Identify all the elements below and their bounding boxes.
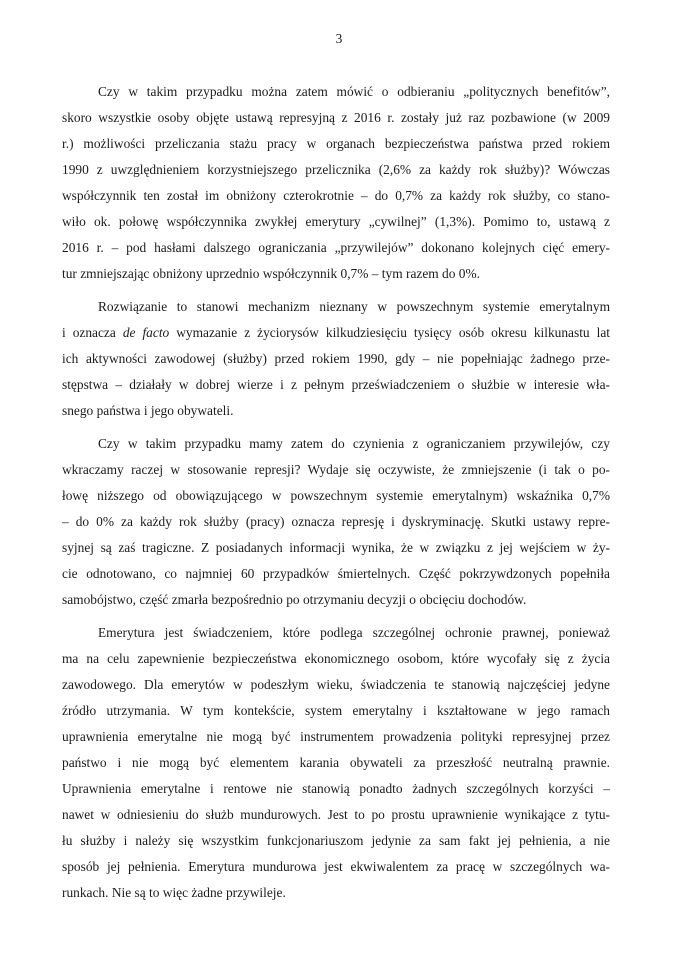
page-number: 3 <box>335 31 343 46</box>
text-line: cie odnotowano, co najmniej 60 przypadków śmiertelnych. Część pokrzywdzonych popełniła <box>62 566 610 581</box>
paragraph-2 <box>62 294 610 424</box>
text-line: r.) możliwości przeliczania stażu pracy w organach bezpieczeństwa państwa przed rokiem <box>62 136 610 151</box>
text-line: wkraczamy raczej w stosowanie represji? Wydaje się oczywiste, że zmniejszenie (i tak o po- <box>62 462 610 477</box>
text-line: łowę niższego od obowiązującego w powszechnym systemie emerytalnym) wskaźnika 0,7% <box>62 488 610 503</box>
text-line: Rozwiązanie to stanowi mechanizm nieznany w powszechnym systemie emerytalnym <box>98 299 610 314</box>
text-line: ich aktywności zawodowej (służby) przed rokiem 1990, gdy – nie popełniając żadnego prze- <box>62 351 610 366</box>
text-line: łu służby i należy się wszystkim funkcjonariuszom jedynie za sam fakt jej pełnienia, a nie <box>62 833 610 848</box>
text-line: tur zmniejszając obniżony uprzednio współczynnik 0,7% – tym razem do 0%. <box>62 266 480 281</box>
text-line: snego państwa i jego obywateli. <box>62 403 234 418</box>
text-line: Emerytura jest świadczeniem, które podlega szczególnej ochronie prawnej, ponieważ <box>98 625 610 640</box>
text-line: 1990 z uwzględnieniem korzystniejszego przelicznika (2,6% za każdy rok służby)? Wówczas <box>62 162 610 177</box>
paragraph-3 <box>62 431 610 613</box>
text-line: współczynnik ten został im obniżony czterokrotnie – do 0,7% za każdy rok służby, co stano- <box>62 188 610 203</box>
text-line: państwo i nie mogą być elementem karania obywateli za przeszłość neutralną prawnie. <box>62 755 610 770</box>
text-line: źródło utrzymania. W tym kontekście, system emerytalny i kształtowane w jego ramach <box>62 703 610 718</box>
text-line: ma na celu zapewnienie bezpieczeństwa ekonomicznego osobom, które wycofały się z życia <box>62 651 610 666</box>
text-line: 2016 r. – pod hasłami dalszego ograniczania „przywilejów” dokonano kolejnych cięć emery- <box>62 240 610 255</box>
text-line: sposób jej pełnienia. Emerytura mundurowa jest ekwiwalentem za pracę w szczególnych wa- <box>62 859 610 874</box>
paragraph-1 <box>62 79 610 287</box>
text-line: Czy w takim przypadku można zatem mówić o odbieraniu „politycznych benefitów”, <box>98 84 610 99</box>
text-line: nawet w odniesieniu do służb mundurowych. Jest to po prostu uprawnienie wynikające z tytu- <box>62 807 610 822</box>
text-line: stępstwa – działały w dobrej wierze i z pełnym przeświadczeniem o służbie w interesie wła- <box>62 377 610 392</box>
text-line: skoro wszystkie osoby objęte ustawą represyjną z 2016 r. zostały już raz pozbawione (w 2009 <box>62 110 610 125</box>
text-line: Uprawnienia emerytalne i rentowe nie stanowią ponadto żadnych szczególnych korzyści – <box>62 781 610 796</box>
text-line: zawodowego. Dla emerytów w podeszłym wieku, świadczenia te stanowią najczęściej jedyne <box>62 677 610 692</box>
text-line: – do 0% za każdy rok służby (pracy) oznacza represję i dyskryminację. Skutki ustawy repre- <box>62 514 610 529</box>
paragraph-4 <box>62 620 610 906</box>
text-line: runkach. Nie są to więc żadne przywileje. <box>62 885 286 900</box>
text-line: uprawnienia emerytalne nie mogą być instrumentem prowadzenia polityki represyjnej przez <box>62 729 610 744</box>
text-line: samobójstwo, część zmarła bezpośrednio po otrzymaniu decyzji o obcięciu dochodów. <box>62 592 527 607</box>
text-line: syjnej są zaś tragiczne. Z posiadanych informacji wynika, że w związku z jej wejściem w ży- <box>62 540 610 555</box>
document-body <box>62 79 610 913</box>
text-line: i oznacza de facto wymazanie z życiorysów kilkudziesięciu tysięcy osób okresu kilkunastu lat <box>62 325 610 340</box>
text-line: Czy w takim przypadku mamy zatem do czynienia z ograniczaniem przywilejów, czy <box>98 436 610 451</box>
text-line: wiło ok. połowę współczynnika zwykłej emerytury „cywilnej” (1,3%). Pomimo to, ustawą z <box>62 214 610 229</box>
